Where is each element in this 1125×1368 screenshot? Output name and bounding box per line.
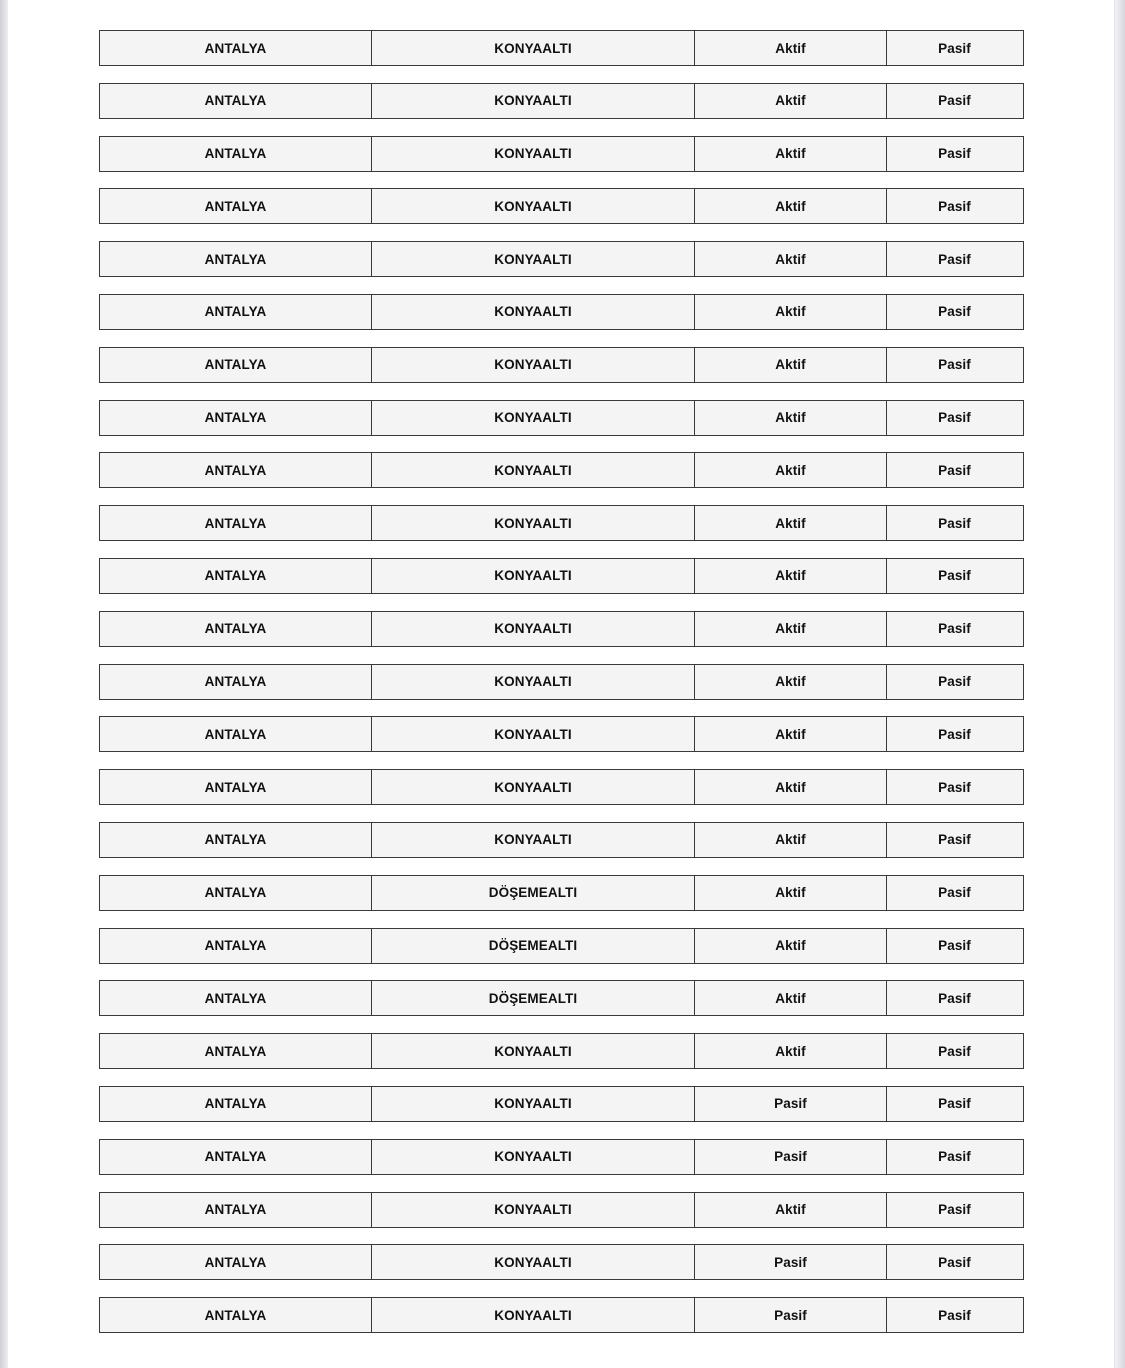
cell-status-1: Aktif: [694, 1033, 887, 1069]
cell-status-2: Pasif: [886, 1139, 1024, 1175]
cell-status-1: Aktif: [694, 188, 887, 224]
cell-ilce: DÖŞEMEALTI: [371, 980, 696, 1016]
data-table: [99, 30, 1025, 1350]
table-row: [99, 1297, 1025, 1333]
cell-status-2: Pasif: [886, 83, 1024, 119]
cell-status-2: Pasif: [886, 1192, 1024, 1228]
cell-il: ANTALYA: [99, 611, 372, 647]
cell-ilce: KONYAALTI: [371, 188, 696, 224]
table-row: [99, 980, 1025, 1016]
cell-il: ANTALYA: [99, 136, 372, 172]
table-row: [99, 30, 1025, 66]
cell-ilce: DÖŞEMEALTI: [371, 928, 696, 964]
table-row: [99, 83, 1025, 119]
cell-status-2: Pasif: [886, 822, 1024, 858]
cell-il: ANTALYA: [99, 980, 372, 1016]
table-row: [99, 294, 1025, 330]
cell-status-1: Aktif: [694, 558, 887, 594]
cell-il: ANTALYA: [99, 1244, 372, 1280]
cell-il: ANTALYA: [99, 452, 372, 488]
cell-status-1: Aktif: [694, 505, 887, 541]
cell-il: ANTALYA: [99, 505, 372, 541]
cell-status-1: Aktif: [694, 664, 887, 700]
cell-status-1: Aktif: [694, 928, 887, 964]
cell-status-2: Pasif: [886, 136, 1024, 172]
cell-status-2: Pasif: [886, 1297, 1024, 1333]
cell-ilce: KONYAALTI: [371, 30, 696, 66]
table-row: [99, 1086, 1025, 1122]
cell-ilce: KONYAALTI: [371, 716, 696, 752]
cell-status-1: Aktif: [694, 822, 887, 858]
table-row: [99, 664, 1025, 700]
cell-il: ANTALYA: [99, 1297, 372, 1333]
cell-status-1: Pasif: [694, 1244, 887, 1280]
cell-status-2: Pasif: [886, 241, 1024, 277]
cell-il: ANTALYA: [99, 294, 372, 330]
cell-status-1: Aktif: [694, 400, 887, 436]
cell-status-2: Pasif: [886, 294, 1024, 330]
cell-status-2: Pasif: [886, 769, 1024, 805]
cell-ilce: KONYAALTI: [371, 611, 696, 647]
cell-ilce: KONYAALTI: [371, 452, 696, 488]
cell-ilce: KONYAALTI: [371, 347, 696, 383]
table-row: [99, 1139, 1025, 1175]
cell-il: ANTALYA: [99, 347, 372, 383]
cell-status-1: Pasif: [694, 1086, 887, 1122]
table-row: [99, 136, 1025, 172]
cell-status-1: Aktif: [694, 136, 887, 172]
table-row: [99, 1033, 1025, 1069]
cell-ilce: KONYAALTI: [371, 664, 696, 700]
cell-ilce: KONYAALTI: [371, 505, 696, 541]
cell-ilce: KONYAALTI: [371, 136, 696, 172]
table-row: [99, 611, 1025, 647]
cell-ilce: KONYAALTI: [371, 400, 696, 436]
cell-status-2: Pasif: [886, 664, 1024, 700]
cell-status-1: Pasif: [694, 1297, 887, 1333]
cell-status-1: Aktif: [694, 83, 887, 119]
cell-status-2: Pasif: [886, 400, 1024, 436]
table-row: [99, 241, 1025, 277]
cell-status-2: Pasif: [886, 716, 1024, 752]
cell-il: ANTALYA: [99, 30, 372, 66]
cell-ilce: KONYAALTI: [371, 558, 696, 594]
cell-ilce: KONYAALTI: [371, 1192, 696, 1228]
cell-ilce: KONYAALTI: [371, 241, 696, 277]
cell-il: ANTALYA: [99, 822, 372, 858]
table-row: [99, 769, 1025, 805]
cell-status-1: Aktif: [694, 241, 887, 277]
cell-status-1: Aktif: [694, 294, 887, 330]
cell-ilce: KONYAALTI: [371, 294, 696, 330]
cell-ilce: KONYAALTI: [371, 1244, 696, 1280]
cell-status-2: Pasif: [886, 875, 1024, 911]
table-row: [99, 1192, 1025, 1228]
cell-ilce: KONYAALTI: [371, 822, 696, 858]
cell-status-2: Pasif: [886, 558, 1024, 594]
table-row: [99, 822, 1025, 858]
cell-status-1: Aktif: [694, 30, 887, 66]
cell-status-1: Aktif: [694, 611, 887, 647]
table-row: [99, 400, 1025, 436]
cell-status-1: Aktif: [694, 716, 887, 752]
cell-status-1: Aktif: [694, 980, 887, 1016]
cell-status-1: Aktif: [694, 1192, 887, 1228]
cell-il: ANTALYA: [99, 875, 372, 911]
viewer-left-edge: [0, 0, 8, 1368]
cell-il: ANTALYA: [99, 558, 372, 594]
cell-ilce: KONYAALTI: [371, 1033, 696, 1069]
viewer-scrollbar[interactable]: [1114, 0, 1125, 1368]
cell-status-2: Pasif: [886, 188, 1024, 224]
table-row: [99, 1244, 1025, 1280]
table-row: [99, 452, 1025, 488]
cell-status-1: Aktif: [694, 347, 887, 383]
cell-il: ANTALYA: [99, 928, 372, 964]
cell-il: ANTALYA: [99, 664, 372, 700]
table-row: [99, 188, 1025, 224]
cell-status-1: Aktif: [694, 875, 887, 911]
cell-status-1: Pasif: [694, 1139, 887, 1175]
cell-status-2: Pasif: [886, 1244, 1024, 1280]
cell-il: ANTALYA: [99, 1139, 372, 1175]
cell-status-2: Pasif: [886, 347, 1024, 383]
cell-status-2: Pasif: [886, 928, 1024, 964]
cell-status-2: Pasif: [886, 980, 1024, 1016]
cell-ilce: DÖŞEMEALTI: [371, 875, 696, 911]
table-row: [99, 928, 1025, 964]
cell-status-2: Pasif: [886, 30, 1024, 66]
table-row: [99, 558, 1025, 594]
cell-status-1: Aktif: [694, 452, 887, 488]
cell-il: ANTALYA: [99, 241, 372, 277]
cell-status-2: Pasif: [886, 452, 1024, 488]
cell-status-2: Pasif: [886, 611, 1024, 647]
cell-il: ANTALYA: [99, 716, 372, 752]
cell-il: ANTALYA: [99, 1033, 372, 1069]
cell-il: ANTALYA: [99, 1086, 372, 1122]
cell-il: ANTALYA: [99, 1192, 372, 1228]
table-row: [99, 716, 1025, 752]
cell-ilce: KONYAALTI: [371, 1086, 696, 1122]
cell-il: ANTALYA: [99, 188, 372, 224]
cell-status-2: Pasif: [886, 1033, 1024, 1069]
cell-il: ANTALYA: [99, 400, 372, 436]
cell-ilce: KONYAALTI: [371, 83, 696, 119]
cell-ilce: KONYAALTI: [371, 1297, 696, 1333]
cell-status-1: Aktif: [694, 769, 887, 805]
cell-ilce: KONYAALTI: [371, 769, 696, 805]
cell-status-2: Pasif: [886, 505, 1024, 541]
cell-il: ANTALYA: [99, 769, 372, 805]
cell-ilce: KONYAALTI: [371, 1139, 696, 1175]
table-row: [99, 875, 1025, 911]
cell-il: ANTALYA: [99, 83, 372, 119]
cell-status-2: Pasif: [886, 1086, 1024, 1122]
table-row: [99, 505, 1025, 541]
table-row: [99, 347, 1025, 383]
